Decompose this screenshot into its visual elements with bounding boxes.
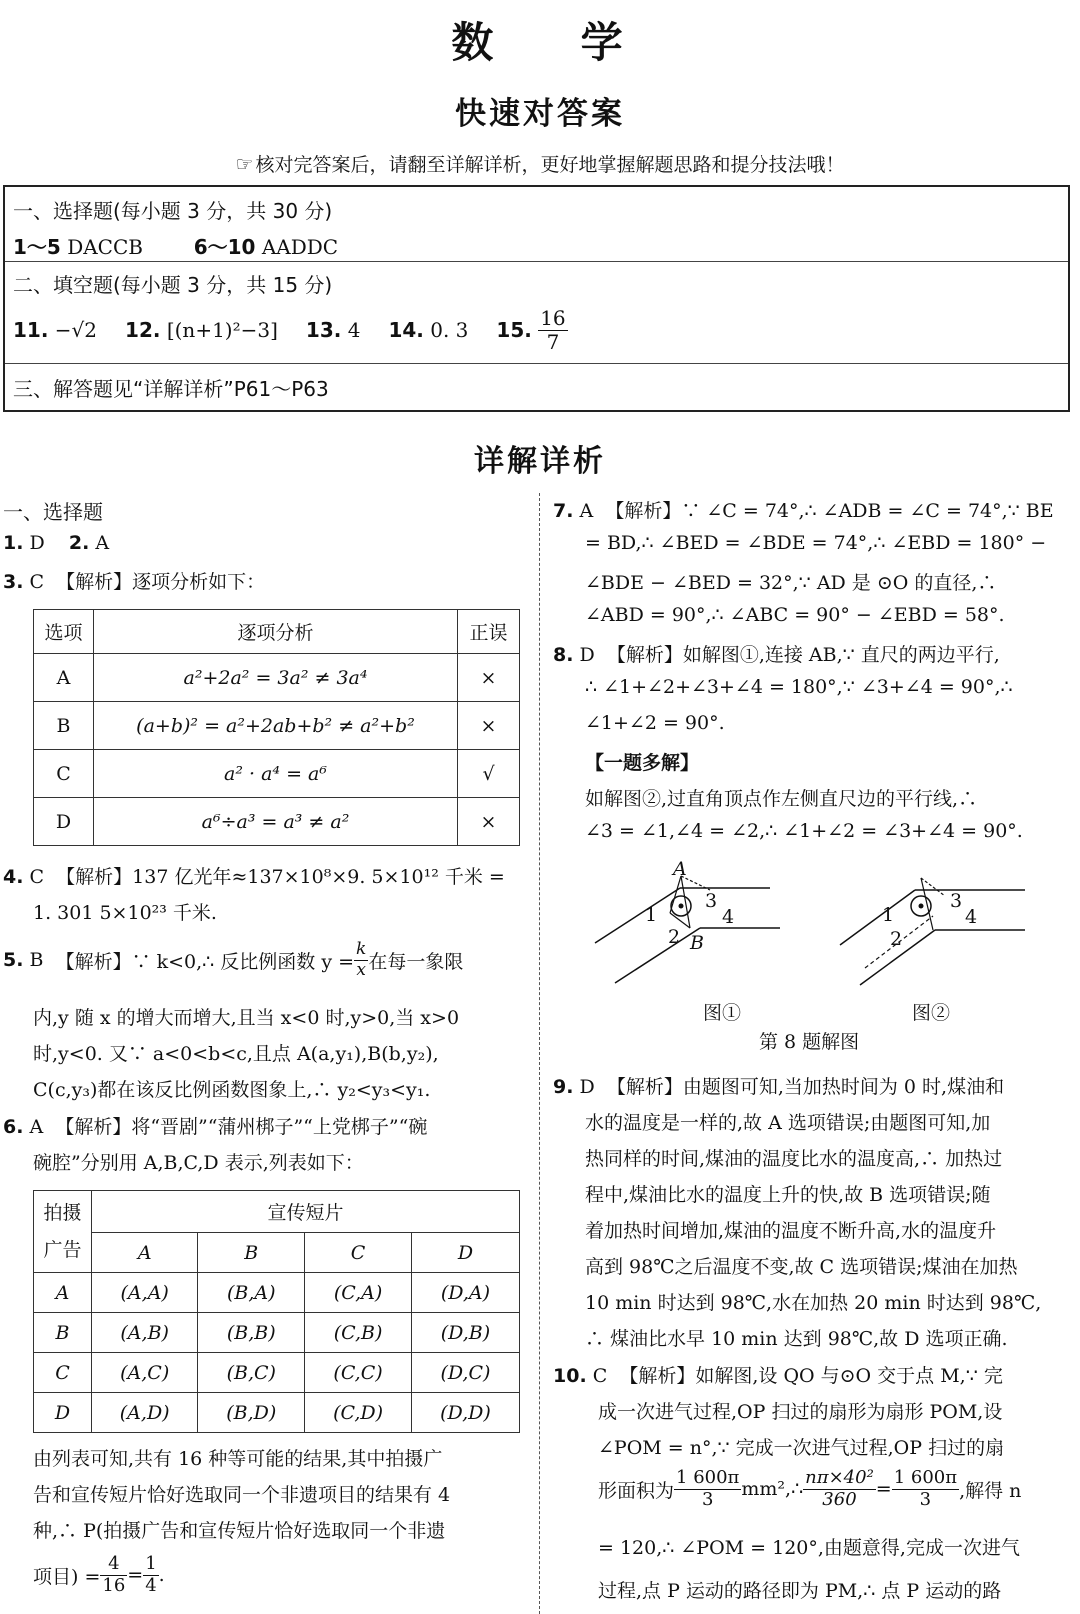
figure-2-diagram <box>835 870 1035 990</box>
q10-answer: C <box>592 1365 608 1387</box>
q4-line-1 <box>3 862 505 889</box>
table3-mark: × <box>458 798 520 846</box>
q7-text-1: 【解析】∵ ∠C = 74°,∴ ∠ADB = ∠C = 74°,∵ BE <box>605 500 1054 522</box>
q1-number: 1. <box>3 532 24 554</box>
q6-line-6 <box>33 1554 165 1596</box>
q4-text-1: 【解析】137 亿光年≈137×10⁸×9. 5×10¹² 千米 = <box>56 866 505 888</box>
q6-f2-numerator: 1 <box>145 1553 157 1574</box>
table6-cell: (C,C) <box>305 1353 412 1393</box>
q9-line-5: 着加热时间增加,煤油的温度不断升高,水的温度升 <box>585 1220 997 1242</box>
s1-answers-b: AADDC <box>261 235 339 259</box>
q10-fraction-3 <box>892 1468 959 1510</box>
q4-line-2: 1. 301 5×10²³ 千米. <box>33 902 217 924</box>
q15-numerator: 16 <box>540 305 566 330</box>
fig2-label-4: 4 <box>965 906 978 928</box>
quick-answer-box <box>3 185 1070 412</box>
title-char-2: 学 <box>580 18 629 67</box>
q10-text-4a: 形面积为 <box>598 1479 675 1502</box>
q9-line-6: 高到 98℃之后温度不变,故 C 选项错误;煤油在加热 <box>585 1256 1018 1278</box>
q14-label: 14. <box>388 318 424 342</box>
q6-line-1 <box>3 1112 427 1139</box>
q6-period: . <box>158 1564 165 1587</box>
table-row <box>34 1313 520 1353</box>
figure-1-diagram <box>590 858 800 993</box>
table6-cell: (C,A) <box>305 1273 412 1313</box>
table3-mark: × <box>458 702 520 750</box>
q6-number: 6. <box>3 1116 24 1138</box>
q5-frac-denominator: x <box>356 959 366 980</box>
q10-text-1: 【解析】如解图,设 QO 与⊙O 交于点 M,∵ 完 <box>619 1365 1003 1387</box>
page-title <box>0 10 1080 70</box>
table3-header-analysis: 逐项分析 <box>94 610 458 654</box>
q8-line-5: 如解图②,过直角顶点作左侧直尺边的平行线,∴ <box>585 788 978 810</box>
q5-frac-numerator: k <box>356 939 367 959</box>
q10-text-4b: mm²,∴ <box>741 1478 804 1501</box>
section2-title: 二、填空题(每小题 3 分，共 15 分) <box>13 273 333 297</box>
q6-f2-denominator: 4 <box>145 1574 157 1596</box>
q8-number: 8. <box>553 644 574 666</box>
detail-title: 详解详析 <box>474 444 606 479</box>
table3-option: C <box>34 750 94 798</box>
q5-fraction <box>354 940 368 980</box>
table3-header-option: 选项 <box>34 610 94 654</box>
table-row <box>34 1393 520 1433</box>
q6-text-1: 【解析】将“晋剧”“蒲州梆子”“上党梆子”“碗 <box>55 1116 428 1138</box>
fig1-label-1: 1 <box>645 904 658 926</box>
table-row <box>34 1273 520 1313</box>
q10-f3-denominator: 3 <box>919 1488 932 1510</box>
table3-mark: × <box>458 654 520 702</box>
table6-cell: (C,B) <box>305 1313 412 1353</box>
fig1-label-4: 4 <box>722 906 735 928</box>
table6-col-header: D <box>411 1233 519 1273</box>
q6-line-4: 告和宣传短片恰好选取同一个非遗项目的结果有 4 <box>33 1484 451 1506</box>
q12-answer: [(n+1)²−3] <box>166 318 278 342</box>
q6-outcome-table <box>33 1190 520 1433</box>
q10-fraction-2 <box>803 1468 876 1510</box>
q5-text-1b: 在每一象限 <box>368 950 464 973</box>
table-row <box>34 702 520 750</box>
q15-denominator: 7 <box>546 329 560 354</box>
q6-line-3: 由列表可知,共有 16 种等可能的结果,其中拍摄广 <box>33 1448 443 1470</box>
table6-cell: (B,C) <box>198 1353 305 1393</box>
table-row <box>34 750 520 798</box>
fig1-label-a: A <box>673 858 687 880</box>
fig2-caption: 图② <box>912 1002 951 1024</box>
q8-line-1 <box>553 640 1000 667</box>
q10-equals: = <box>875 1478 892 1501</box>
s1-label-a: 1～5 <box>13 235 61 259</box>
q9-line-8: ∴ 煤油比水早 10 min 达到 98℃,故 D 选项正确. <box>585 1328 1008 1350</box>
q5-answer: B <box>29 949 44 972</box>
q9-line-2: 水的温度是一样的,故 A 选项错误;由题图可知,加 <box>585 1112 991 1134</box>
table3-option: B <box>34 702 94 750</box>
q9-answer: D <box>579 1076 595 1098</box>
q10-line-6: 过程,点 P 运动的路径即为 PM,∴ 点 P 运动的路 <box>598 1580 1002 1602</box>
q10-f1-denominator: 3 <box>701 1488 714 1510</box>
column-divider <box>539 493 540 1614</box>
table6-row-header: C <box>34 1353 92 1393</box>
q3-number: 3. <box>3 571 24 593</box>
section1-answers <box>5 231 1068 260</box>
table3-expression: a⁶÷a³ = a³ ≠ a² <box>94 798 458 846</box>
q10-number: 10. <box>553 1365 587 1387</box>
q6-line-2: 碗腔”分别用 A,B,C,D 表示,列表如下： <box>33 1152 364 1174</box>
q7-line-2: = BD,∴ ∠BED = ∠BDE = 74°,∴ ∠EBD = 180° − <box>585 532 1047 554</box>
q2-answer: A <box>95 532 110 554</box>
section-choice-heading: 一、选择题 <box>3 500 103 524</box>
q1-answer: D <box>29 532 45 554</box>
q10-line-5: = 120,∴ ∠POM = 120°,由题意得,完成一次进气 <box>598 1537 1020 1559</box>
table6-cell: (A,B) <box>92 1313 198 1353</box>
q7-line-3: ∠BDE − ∠BED = 32°,∵ AD 是 ⊙O 的直径,∴ <box>585 572 997 594</box>
table6-cell: (A,C) <box>92 1353 198 1393</box>
q10-line-4 <box>598 1468 1021 1510</box>
q6-line-5: 种,∴ P(拍摄广告和宣传短片恰好选取同一个非遗 <box>33 1520 446 1542</box>
q9-number: 9. <box>553 1076 574 1098</box>
table6-cell: (A,A) <box>92 1273 198 1313</box>
table3-expression: a²+2a² = 3a² ≠ 3a⁴ <box>94 654 458 702</box>
fig1-label-2: 2 <box>668 926 681 948</box>
q4-answer: C <box>29 866 45 888</box>
subtitle: 快速对答案 <box>455 96 625 132</box>
q9-line-4: 程中,煤油比水的温度上升的快,故 B 选项错误;随 <box>585 1184 991 1206</box>
q14-answer: 0. 3 <box>430 318 469 342</box>
q10-line-2: 成一次进气过程,OP 扫过的扇形为扇形 POM,设 <box>598 1401 1003 1423</box>
fig1-label-3: 3 <box>705 890 718 912</box>
q5-number: 5. <box>3 949 24 972</box>
q6-equals: = <box>127 1564 144 1587</box>
table6-cell: (D,D) <box>411 1393 519 1433</box>
q8-multi-solution-tag: 【一题多解】 <box>585 752 700 774</box>
q9-text-1: 【解析】由题图可知,当加热时间为 0 时,煤油和 <box>606 1076 1005 1098</box>
table6-corner <box>34 1191 92 1273</box>
table6-col-header: C <box>305 1233 412 1273</box>
q5-line-2: 内,y 随 x 的增大而增大,且当 x<0 时,y>0,当 x>0 <box>33 1007 460 1029</box>
q12-label: 12. <box>125 318 161 342</box>
table6-group-header: 宣传短片 <box>92 1191 520 1233</box>
q6-f1-numerator: 4 <box>100 1554 127 1576</box>
table6-corner-bottom: 广告 <box>43 1238 82 1261</box>
tip-text: 核对完答案后，请翻至详解详析，更好地掌握解题思路和提分技法哦！ <box>255 154 845 176</box>
table6-cell: (D,B) <box>411 1313 519 1353</box>
q2-number: 2. <box>68 532 90 554</box>
q8-line-3: ∠1+∠2 = 90°. <box>585 712 725 734</box>
table6-cell: (B,D) <box>198 1393 305 1433</box>
q6-text-6a: 项目) = <box>33 1565 101 1588</box>
fig2-label-2: 2 <box>890 928 903 950</box>
q3-line <box>3 567 265 594</box>
table6-col-header: B <box>198 1233 305 1273</box>
fig2-label-3: 3 <box>950 890 963 912</box>
s1-label-b: 6～10 <box>193 235 256 259</box>
title-char-1: 数 <box>451 18 500 67</box>
q7-number: 7. <box>553 500 574 522</box>
fig1-label-b: B <box>690 932 704 954</box>
q8-text-1: 【解析】如解图①,连接 AB,∵ 直尺的两边平行, <box>606 644 1000 666</box>
figure-caption: 第 8 题解图 <box>759 1031 860 1053</box>
fig2-label-1: 1 <box>882 904 895 926</box>
table6-row-header: A <box>34 1273 92 1313</box>
section1-title: 一、选择题(每小题 3 分，共 30 分) <box>13 199 333 223</box>
q6-fraction-1 <box>100 1554 127 1596</box>
q7-line-4: ∠ABD = 90°,∴ ∠ABC = 90° − ∠EBD = 58°. <box>585 604 1005 626</box>
table3-option: A <box>34 654 94 702</box>
q8-line-2: ∴ ∠1+∠2+∠3+∠4 = 180°,∵ ∠3+∠4 = 90°,∴ <box>585 676 1013 698</box>
table6-row-header: B <box>34 1313 92 1353</box>
q3-analysis-table <box>33 609 520 846</box>
q5-line-4: C(c,y₃)都在该反比例函数图象上,∴ y₂<y₃<y₁. <box>33 1079 431 1101</box>
section3-note: 三、解答题见“详解详析”P61～P63 <box>13 377 329 401</box>
q6-fraction-2 <box>143 1554 158 1596</box>
q10-fraction-1 <box>674 1468 741 1510</box>
tip-line <box>0 150 1080 177</box>
s1-answers-a: DACCB <box>67 235 143 259</box>
q10-line-3: ∠POM = n°,∵ 完成一次进气过程,OP 扫过的扇 <box>598 1437 1005 1459</box>
table6-cell: (D,C) <box>411 1353 519 1393</box>
q8-answer: D <box>579 644 595 666</box>
q10-f2-numerator: nπ×40² <box>805 1467 874 1488</box>
q5-text-1a: 【解析】∵ k<0,∴ 反比例函数 y = <box>55 950 355 973</box>
q11-answer: −√2 <box>54 318 98 342</box>
table3-expression: (a+b)² = a²+2ab+b² ≠ a²+b² <box>94 702 458 750</box>
table-row <box>34 654 520 702</box>
table3-mark: √ <box>458 750 520 798</box>
table3-option: D <box>34 798 94 846</box>
q11-label: 11. <box>13 318 49 342</box>
q9-line-7: 10 min 时达到 98℃,水在加热 20 min 时达到 98℃, <box>585 1292 1042 1314</box>
table6-corner-top: 拍摄 <box>43 1202 82 1225</box>
q3-answer: C <box>29 571 45 593</box>
table6-cell: (D,A) <box>411 1273 519 1313</box>
q5-line-1 <box>3 940 463 980</box>
table3-expression: a² · a⁴ = a⁶ <box>94 750 458 798</box>
table6-cell: (C,D) <box>305 1393 412 1433</box>
table6-cell: (B,A) <box>198 1273 305 1313</box>
table6-cell: (B,B) <box>198 1313 305 1353</box>
q7-answer: A <box>579 500 594 522</box>
q7-line-1 <box>553 496 1054 523</box>
table3-header-verdict: 正误 <box>458 610 520 654</box>
table-row <box>34 798 520 846</box>
q13-answer: 4 <box>347 318 361 342</box>
q8-line-6: ∠3 = ∠1,∠4 = ∠2,∴ ∠1+∠2 = ∠3+∠4 = 90°. <box>585 820 1023 842</box>
pointing-hand-icon: ☞ <box>235 152 254 176</box>
q9-line-1 <box>553 1072 1004 1099</box>
q3-explanation: 【解析】逐项分析如下： <box>56 571 266 593</box>
q13-label: 13. <box>305 318 342 342</box>
table-row <box>34 1353 520 1393</box>
q15-label: 15. <box>496 318 532 342</box>
q10-text-4d: ,解得 n <box>959 1479 1022 1502</box>
q4-number: 4. <box>3 866 24 888</box>
q6-answer: A <box>29 1116 44 1138</box>
q5-line-3: 时,y<0. 又∵ a<0<b<c,且点 A(a,y₁),B(b,y₂), <box>33 1043 439 1065</box>
table6-row-header: D <box>34 1393 92 1433</box>
table6-cell: (A,D) <box>92 1393 198 1433</box>
q10-line-1 <box>553 1361 1003 1388</box>
q10-f3-numerator: 1 600π <box>893 1467 958 1488</box>
section2-answers <box>5 304 1068 356</box>
fig1-caption: 图① <box>703 1002 742 1024</box>
q15-fraction <box>538 307 567 354</box>
q1-q2-line <box>3 532 109 554</box>
q10-f2-denominator: 360 <box>822 1488 857 1510</box>
table6-col-header: A <box>92 1233 198 1273</box>
q9-line-3: 热同样的时间,煤油的温度比水的温度高,∴ 加热过 <box>585 1148 1003 1170</box>
q10-f1-numerator: 1 600π <box>676 1467 740 1488</box>
q6-f1-denominator: 16 <box>102 1574 126 1596</box>
